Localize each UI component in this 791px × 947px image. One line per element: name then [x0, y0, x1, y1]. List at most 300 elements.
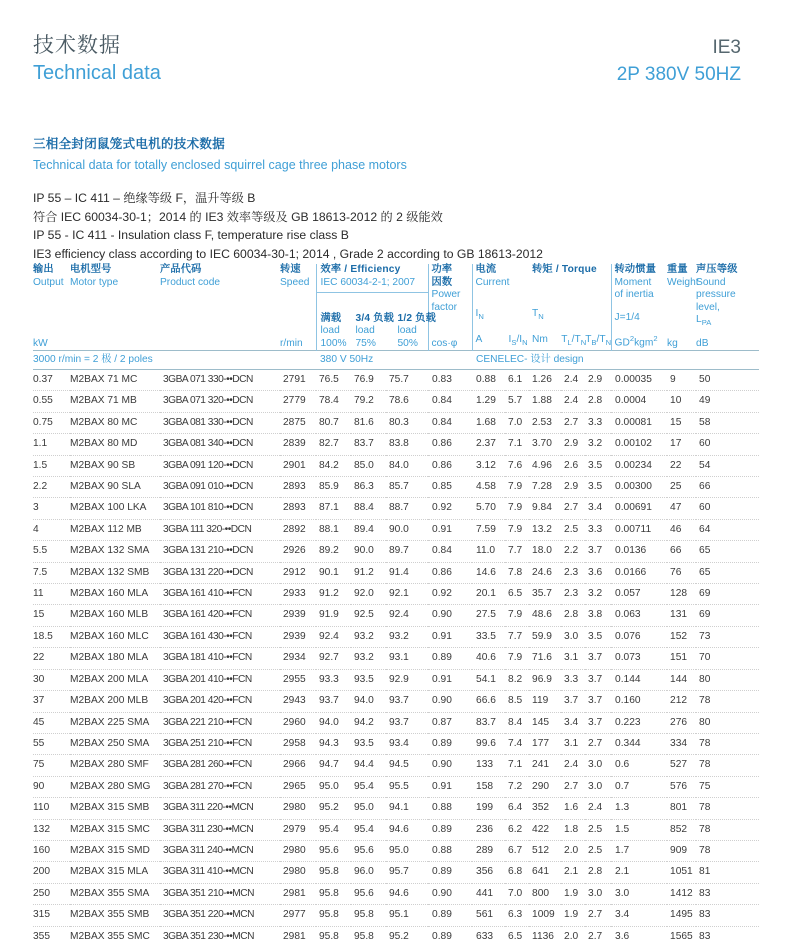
- cell-torque-tn: 290: [529, 776, 561, 797]
- efficiency-divider: [317, 292, 428, 293]
- cell-motor-type: M2BAX 132 SMA: [70, 541, 160, 562]
- cell-power-factor: 0.91: [428, 626, 472, 647]
- header-right-block: [617, 36, 741, 87]
- header-pf-en2: factor: [431, 301, 458, 313]
- cell-torque-tn: 9.84: [529, 498, 561, 519]
- table-row: [33, 862, 759, 883]
- cell-inertia: 0.6: [611, 755, 667, 776]
- cell-torque-tl: 2.1: [561, 862, 585, 883]
- cell-torque-tl: 2.3: [561, 584, 585, 605]
- cell-torque-tn: 48.6: [529, 605, 561, 626]
- cell-product-code: 3GBA 071 320-••DCN: [160, 391, 280, 412]
- table-row: [33, 712, 759, 733]
- cell-sound-pressure: 83: [699, 930, 711, 942]
- table-row: [33, 755, 759, 776]
- header-efficiency-cn: 效率 / Efficiency: [320, 264, 401, 275]
- header-product-code-cn: 产品代码: [160, 264, 202, 275]
- cell-weight: 144: [667, 669, 696, 690]
- cell-torque-tb: 2.7: [585, 733, 611, 754]
- cell-efficiency-75: 92.0: [351, 584, 386, 605]
- cell-motor-type: M2BAX 112 MB: [70, 519, 160, 540]
- cell-torque-tl: 2.7: [561, 776, 585, 797]
- cell-speed: 2979: [280, 819, 316, 840]
- header-cell-power-factor: [428, 264, 472, 351]
- cell-product-code: 3GBA 111 320-••DCN: [160, 519, 280, 540]
- cell-inertia: 1.7: [611, 840, 667, 861]
- cell-efficiency-75: 95.8: [351, 905, 386, 926]
- cell-motor-type: M2BAX 315 SMC: [70, 819, 160, 840]
- cell-efficiency-75: 95.8: [354, 930, 374, 942]
- cell-torque-tn: 13.2: [529, 519, 561, 540]
- cell-efficiency-100: 92.7: [316, 648, 351, 669]
- cell-current-ratio: 7.2: [505, 776, 529, 797]
- cell-sound-pressure: 54: [696, 455, 759, 476]
- cell-efficiency-75: 94.0: [351, 691, 386, 712]
- header-cell-efficiency: [316, 264, 437, 351]
- cell-inertia: 0.073: [611, 648, 667, 669]
- cell-output-kw: 0.55: [33, 391, 70, 412]
- table-row: [33, 669, 759, 690]
- cell-motor-type: M2BAX 200 MLB: [70, 691, 160, 712]
- cell-efficiency-100: 95.0: [316, 776, 351, 797]
- cell-efficiency-100: 94.0: [316, 712, 351, 733]
- cell-efficiency-75: 96.0: [351, 862, 386, 883]
- cell-efficiency-50: 75.7: [386, 370, 428, 391]
- cell-torque-tb: 3.3: [585, 412, 611, 433]
- cell-current-ratio: 7.9: [505, 498, 529, 519]
- cell-motor-type: M2BAX 355 SMA: [70, 883, 160, 904]
- table-row: [33, 605, 759, 626]
- cell-torque-tb: 3.5: [585, 477, 611, 498]
- cell-efficiency-75: 95.4: [351, 819, 386, 840]
- cell-sound-pressure: 78: [696, 819, 759, 840]
- cell-weight: 151: [667, 648, 696, 669]
- cell-torque-tb: 3.5: [585, 626, 611, 647]
- cell-output-kw: 30: [33, 669, 70, 690]
- cell-output-kw: 160: [33, 840, 70, 861]
- header-cell-weight: [667, 264, 699, 351]
- cell-weight: 46: [667, 519, 696, 540]
- spec-line: IP 55 – IC 411 – 绝缘等级 F，温升等级 B: [33, 191, 256, 205]
- cell-product-code: 3GBA 351 210-••MCN: [160, 883, 280, 904]
- cell-current-in: 14.6: [472, 562, 505, 583]
- cell-efficiency-50: 94.6: [386, 819, 428, 840]
- cell-torque-tl: 1.9: [561, 883, 585, 904]
- cell-product-code: 3GBA 251 210-••FCN: [160, 733, 280, 754]
- table-row: [33, 584, 759, 605]
- cell-output-kw: 315: [33, 905, 70, 926]
- cell-efficiency-100: 95.8: [316, 862, 351, 883]
- cell-torque-tn: 7.28: [529, 477, 561, 498]
- cell-speed: 2958: [280, 733, 316, 754]
- cell-output-kw: 55: [33, 733, 70, 754]
- cell-speed: 2791: [280, 370, 316, 391]
- cell-output-kw: 355: [33, 930, 50, 942]
- cell-sound-pressure: 73: [696, 626, 759, 647]
- cell-sound-pressure: 60: [696, 434, 759, 455]
- cell-torque-tb: 2.8: [585, 391, 611, 412]
- table-row: [33, 626, 759, 647]
- cell-current-ratio: 7.0: [505, 412, 529, 433]
- cell-efficiency-100: 88.1: [316, 519, 351, 540]
- cell-efficiency-50: 93.4: [386, 733, 428, 754]
- cell-output-kw: 250: [33, 883, 70, 904]
- cell-efficiency-50: 95.2: [389, 930, 409, 942]
- header-current-cn: 电流: [475, 264, 497, 275]
- cell-output-kw: 200: [33, 862, 70, 883]
- table-row: [33, 541, 759, 562]
- cell-inertia: 2.1: [611, 862, 667, 883]
- cell-current-in: 158: [472, 776, 505, 797]
- cell-torque-tl: 2.4: [561, 755, 585, 776]
- cell-torque-tn: 641: [529, 862, 561, 883]
- cell-torque-tl: 1.8: [561, 819, 585, 840]
- cell-efficiency-100: 84.2: [316, 455, 351, 476]
- cell-torque-tn: 18.0: [529, 541, 561, 562]
- cell-weight: 1495: [667, 905, 696, 926]
- header-torque-tn-symbol: $T_N$: [532, 308, 544, 322]
- cell-speed: 2965: [280, 776, 316, 797]
- header-eff-34-cn: 3/4 负载: [355, 312, 395, 324]
- cell-motor-type: M2BAX 80 MD: [70, 434, 160, 455]
- cell-current-in: 20.1: [472, 584, 505, 605]
- cell-inertia: 0.7: [611, 776, 667, 797]
- cell-product-code: 3GBA 311 230-••MCN: [160, 819, 280, 840]
- cell-output-kw: 7.5: [33, 562, 70, 583]
- cell-efficiency-100: 78.4: [316, 391, 351, 412]
- header-inertia-unit: $GD^2kgm^2$: [614, 334, 658, 349]
- cell-weight: 1565: [670, 930, 693, 942]
- cell-torque-tl: 1.6: [561, 798, 585, 819]
- cell-torque-tn: 241: [529, 755, 561, 776]
- cell-torque-tn: 24.6: [529, 562, 561, 583]
- cell-speed: 2779: [280, 391, 316, 412]
- cell-inertia: 0.00081: [611, 412, 667, 433]
- header-inertia-j: J=1/4: [614, 311, 640, 323]
- table-row: [33, 819, 759, 840]
- header-pf-cn: 功率: [431, 264, 453, 275]
- cell-output-kw: 22: [33, 648, 70, 669]
- cell-current-ratio: 7.9: [505, 605, 529, 626]
- cell-current-ratio: 7.1: [505, 755, 529, 776]
- cell-motor-type: M2BAX 180 MLA: [70, 648, 160, 669]
- technical-data-table-wrap: [33, 264, 759, 947]
- cell-weight: 9: [667, 370, 696, 391]
- cell-torque-tb: 3.0: [585, 776, 611, 797]
- cell-power-factor: 0.88: [428, 798, 472, 819]
- header-product-code-en: Product code: [160, 276, 221, 288]
- table-row: [33, 562, 759, 583]
- cell-sound-pressure: 69: [696, 605, 759, 626]
- band-supply-label: 380 V 50Hz: [316, 351, 472, 370]
- cell-weight: 47: [667, 498, 696, 519]
- cell-sound-pressure: 78: [696, 691, 759, 712]
- cell-product-code: 3GBA 281 260-••FCN: [160, 755, 280, 776]
- cell-speed: 2955: [280, 669, 316, 690]
- cell-torque-tb: 3.5: [585, 455, 611, 476]
- spec-line-list: [33, 189, 753, 263]
- cell-speed: 2892: [280, 519, 316, 540]
- table-row: [33, 776, 759, 797]
- cell-efficiency-75: 94.4: [351, 755, 386, 776]
- cell-current-in: 99.6: [472, 733, 505, 754]
- cell-inertia: 0.344: [611, 733, 667, 754]
- cell-sound-pressure: 78: [696, 755, 759, 776]
- cell-current-in: 27.5: [472, 605, 505, 626]
- cell-current-in: 11.0: [472, 541, 505, 562]
- cell-torque-tn: 177: [529, 733, 561, 754]
- cell-weight: 576: [667, 776, 696, 797]
- cell-current-in: 2.37: [472, 434, 505, 455]
- cell-sound-pressure: 78: [696, 733, 759, 754]
- intro-heading-cn: 三相全封闭鼠笼式电机的技术数据: [33, 137, 226, 151]
- cell-efficiency-75: 92.5: [351, 605, 386, 626]
- header-pf-en: Power: [431, 289, 461, 300]
- cell-output-kw: 90: [33, 776, 70, 797]
- header-pf-cn2: 因数: [431, 276, 453, 288]
- cell-torque-tn: 59.9: [529, 626, 561, 647]
- cell-motor-type: M2BAX 160 MLA: [70, 584, 160, 605]
- cell-efficiency-100: 87.1: [316, 498, 351, 519]
- cell-torque-tb: 3.7: [585, 691, 611, 712]
- cell-inertia: 0.144: [611, 669, 667, 690]
- cell-weight: 909: [667, 840, 696, 861]
- cell-inertia: 0.0004: [611, 391, 667, 412]
- cell-torque-tl: 2.6: [561, 455, 585, 476]
- cell-current-ratio: 7.7: [505, 541, 529, 562]
- cell-current-ratio: 7.4: [505, 733, 529, 754]
- cell-weight: 852: [667, 819, 696, 840]
- efficiency-class-label: IE3: [712, 37, 741, 58]
- cell-current-ratio: 7.9: [505, 477, 529, 498]
- cell-sound-pressure: 58: [696, 412, 759, 433]
- cell-power-factor: 0.89: [432, 930, 452, 942]
- cell-product-code: 3GBA 101 810-••DCN: [160, 498, 280, 519]
- cell-motor-type: M2BAX 80 MC: [70, 412, 160, 433]
- cell-torque-tn: 1.88: [529, 391, 561, 412]
- cell-product-code: 3GBA 351 230-••MCN: [163, 930, 254, 942]
- cell-torque-tb: 3.6: [585, 562, 611, 583]
- cell-power-factor: 0.86: [428, 434, 472, 455]
- cell-weight: 276: [667, 712, 696, 733]
- cell-output-kw: 75: [33, 755, 70, 776]
- cell-speed: 2875: [280, 412, 316, 433]
- cell-power-factor: 0.89: [428, 733, 472, 754]
- cell-output-kw: 3: [33, 498, 70, 519]
- header-cell-torque: [529, 264, 611, 351]
- cell-torque-tl: 2.9: [561, 434, 585, 455]
- cell-power-factor: 0.86: [428, 562, 472, 583]
- cell-torque-tl: 3.4: [561, 712, 585, 733]
- page-header: [0, 0, 791, 112]
- cell-torque-tn: 35.7: [529, 584, 561, 605]
- cell-torque-tb: 3.0: [585, 755, 611, 776]
- cell-current-ratio: 6.3: [505, 905, 529, 926]
- cell-inertia: 0.00300: [611, 477, 667, 498]
- header-eff-full-pct: 100%: [320, 337, 347, 349]
- header-current-en: Current: [475, 276, 510, 288]
- cell-efficiency-75: 93.2: [351, 626, 386, 647]
- header-pf-unit: cos·φ: [431, 337, 458, 349]
- cell-motor-type: M2BAX 160 MLB: [70, 605, 160, 626]
- cell-output-kw: 0.75: [33, 412, 70, 433]
- header-motor-type-cn: 电机型号: [70, 264, 112, 275]
- cell-torque-tb: 3.7: [585, 669, 611, 690]
- cell-efficiency-75: 81.6: [351, 412, 386, 433]
- cell-efficiency-75: 86.3: [351, 477, 386, 498]
- cell-speed: 2966: [280, 755, 316, 776]
- header-efficiency-standard: IEC 60034-2-1; 2007: [320, 276, 416, 288]
- cell-efficiency-75: 93.2: [351, 648, 386, 669]
- cell-weight: 66: [667, 541, 696, 562]
- cell-torque-tn: 1009: [529, 905, 561, 926]
- cell-current-ratio: 7.9: [505, 648, 529, 669]
- cell-efficiency-75: 94.2: [351, 712, 386, 733]
- cell-motor-type: M2BAX 160 MLC: [70, 626, 160, 647]
- header-speed-en: Speed: [280, 276, 310, 288]
- band-poles-label: 3000 r/min = 2 极 / 2 poles: [33, 351, 316, 370]
- cell-product-code: 3GBA 091 010-••DCN: [160, 477, 280, 498]
- cell-product-code: 3GBA 311 240-••MCN: [160, 840, 280, 861]
- header-inertia-en: Moment: [614, 276, 652, 288]
- cell-sound-pressure: 80: [696, 669, 759, 690]
- cell-torque-tb: 3.4: [585, 498, 611, 519]
- cell-efficiency-100: 76.5: [316, 370, 351, 391]
- cell-power-factor: 0.87: [428, 712, 472, 733]
- cell-torque-tb: 3.2: [585, 434, 611, 455]
- cell-weight: 22: [667, 455, 696, 476]
- cell-speed: 2934: [280, 648, 316, 669]
- cell-efficiency-50: 93.7: [386, 712, 428, 733]
- cell-speed: 2960: [280, 712, 316, 733]
- cell-efficiency-75: 83.7: [351, 434, 386, 455]
- cell-efficiency-75: 93.5: [351, 733, 386, 754]
- cell-current-ratio: 7.8: [505, 562, 529, 583]
- cell-torque-tb: 3.8: [585, 605, 611, 626]
- cell-product-code: 3GBA 181 410-••FCN: [160, 648, 280, 669]
- cell-power-factor: 0.84: [428, 541, 472, 562]
- cell-power-factor: 0.88: [428, 840, 472, 861]
- cell-efficiency-50: 93.1: [386, 648, 428, 669]
- cell-output-kw: 45: [33, 712, 70, 733]
- cell-power-factor: 0.84: [428, 391, 472, 412]
- header-current-in-symbol: $I_N$: [475, 308, 484, 322]
- cell-current-in: 0.88: [472, 370, 505, 391]
- cell-product-code: 3GBA 071 330-••DCN: [160, 370, 280, 391]
- cell-efficiency-50: 95.0: [386, 840, 428, 861]
- cell-current-in: 633: [476, 930, 494, 942]
- cell-current-ratio: 6.2: [505, 819, 529, 840]
- header-spl-symbol: $L_{PA}$: [696, 314, 712, 328]
- cell-motor-type: M2BAX 90 SLA: [70, 477, 160, 498]
- cell-power-factor: 0.89: [428, 905, 472, 926]
- band-design-label: CENELEC- 设计 design: [472, 351, 759, 370]
- cell-power-factor: 0.90: [428, 691, 472, 712]
- cell-motor-type: M2BAX 132 SMB: [70, 562, 160, 583]
- header-eff-12-pct: 50%: [397, 337, 418, 349]
- cell-output-kw: 37: [33, 691, 70, 712]
- cell-inertia: 0.063: [611, 605, 667, 626]
- cell-efficiency-75: 93.5: [351, 669, 386, 690]
- cell-sound-pressure: 60: [696, 498, 759, 519]
- cell-current-ratio: 6.4: [505, 798, 529, 819]
- cell-product-code: 3GBA 201 410-••FCN: [160, 669, 280, 690]
- cell-speed: 2912: [280, 562, 316, 583]
- header-eff-12-cn: 1/2 负载: [397, 312, 437, 324]
- cell-speed: 2933: [280, 584, 316, 605]
- cell-sound-pressure: 50: [696, 370, 759, 391]
- header-cell-output: [33, 264, 70, 351]
- cell-speed: 2939: [280, 605, 316, 626]
- cell-sound-pressure: 81: [696, 862, 759, 883]
- cell-product-code: 3GBA 081 340-••DCN: [160, 434, 280, 455]
- table-row: [33, 498, 759, 519]
- cell-efficiency-100: 95.8: [316, 905, 351, 926]
- table-row: [33, 455, 759, 476]
- cell-sound-pressure: 70: [696, 648, 759, 669]
- cell-efficiency-75: 95.6: [351, 883, 386, 904]
- cell-torque-tn: 71.6: [529, 648, 561, 669]
- header-cell-product-code: [160, 264, 280, 351]
- cell-sound-pressure: 83: [696, 905, 759, 926]
- cell-weight: 76: [667, 562, 696, 583]
- header-inertia-en2: of inertia: [614, 289, 654, 300]
- cell-efficiency-75: 85.0: [351, 455, 386, 476]
- cell-efficiency-75: 95.4: [351, 776, 386, 797]
- cell-product-code: 3GBA 281 270-••FCN: [160, 776, 280, 797]
- cell-inertia: 0.00711: [611, 519, 667, 540]
- cell-speed: 2980: [280, 840, 316, 861]
- header-cell-inertia: [611, 264, 667, 351]
- cell-torque-tl: 3.7: [561, 691, 585, 712]
- cell-efficiency-100: 95.8: [319, 930, 339, 942]
- cell-efficiency-100: 94.7: [316, 755, 351, 776]
- cell-current-in: 199: [472, 798, 505, 819]
- voltage-frequency-label: 2P 380V 50HZ: [616, 64, 741, 85]
- header-cell-motor-type: [70, 264, 160, 351]
- cell-current-in: 83.7: [472, 712, 505, 733]
- header-current-unit: A: [475, 334, 483, 346]
- cell-weight: 15: [667, 412, 696, 433]
- cell-torque-tb: 3.7: [585, 648, 611, 669]
- cell-weight: 128: [667, 584, 696, 605]
- cell-inertia: 3.4: [611, 905, 667, 926]
- cell-torque-tl: 2.7: [561, 498, 585, 519]
- cell-output-kw: 2.2: [33, 477, 70, 498]
- table-row: [33, 412, 759, 433]
- cell-torque-tb: 3.0: [585, 883, 611, 904]
- cell-efficiency-75: 95.6: [351, 840, 386, 861]
- header-eff-34-pct: 75%: [355, 337, 376, 349]
- cell-power-factor: 0.89: [428, 862, 472, 883]
- cell-motor-type: M2BAX 280 SMG: [70, 776, 160, 797]
- cell-inertia: 1.3: [611, 798, 667, 819]
- cell-weight: 17: [667, 434, 696, 455]
- cell-speed: 2981: [280, 883, 316, 904]
- header-eff-full-en: load: [320, 325, 340, 336]
- cell-torque-tb: 2.5: [585, 819, 611, 840]
- header-torque-tl-symbol: $T_L/T_N$: [561, 334, 587, 348]
- header-spl-cn: 声压等级: [696, 264, 738, 275]
- cell-efficiency-75: 90.0: [351, 541, 386, 562]
- cell-inertia: 0.00035: [611, 370, 667, 391]
- cell-torque-tn: 145: [529, 712, 561, 733]
- cell-sound-pressure: 83: [696, 883, 759, 904]
- cell-speed: 2893: [280, 498, 316, 519]
- cell-power-factor: 0.86: [428, 455, 472, 476]
- cell-torque-tl: 2.4: [561, 370, 585, 391]
- cell-current-in: 356: [472, 862, 505, 883]
